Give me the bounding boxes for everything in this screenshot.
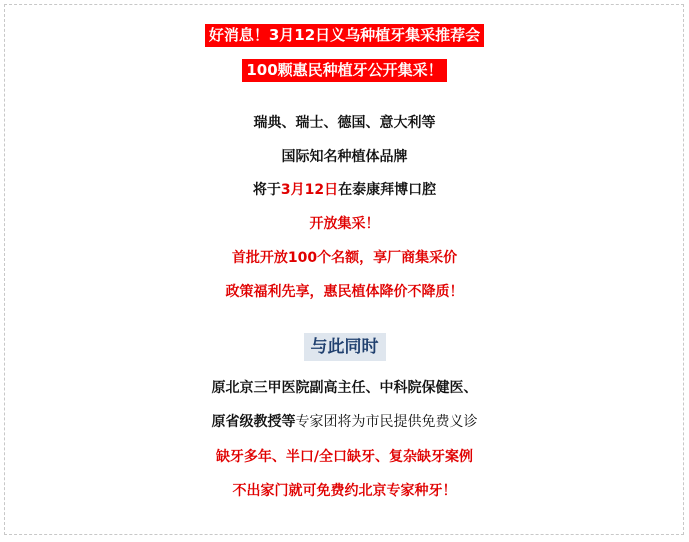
event-location: 在泰康拜博口腔 xyxy=(338,182,437,198)
policy-benefit-text: 政策福利先享，惠民植体降价不降质！ xyxy=(225,284,464,300)
event-date-line xyxy=(0,180,689,200)
headline-row-2 xyxy=(0,59,689,82)
headline-banner-2: 100颗惠民种植牙公开集采！ xyxy=(242,59,446,82)
section-heading-row xyxy=(0,333,689,361)
headline-row-1 xyxy=(0,24,689,47)
cases-text: 缺牙多年、半口/全口缺牙、复杂缺牙案例 xyxy=(215,449,474,465)
free-clinic-text: 专家团将为市民提供免费义诊 xyxy=(295,414,478,430)
professor-label: 原省级教授等 xyxy=(211,414,296,430)
quota-text: 首批开放100个名额，享厂商集采价 xyxy=(231,250,458,266)
experts-text: 原北京三甲医院副高主任、中科院保健医、 xyxy=(211,380,478,396)
brands-text: 瑞典、瑞士、德国、意大利等 xyxy=(253,115,436,131)
open-procurement-text: 开放集采！ xyxy=(309,216,380,232)
section-heading: 与此同时 xyxy=(304,333,386,361)
event-date-prefix: 将于 xyxy=(252,182,281,198)
closing-text: 不出家门就可免费约北京专家种牙！ xyxy=(232,483,457,499)
headline-banner-1: 好消息！3月12日义乌种植牙集采推荐会 xyxy=(205,24,484,47)
free-clinic-line xyxy=(0,412,689,432)
event-date: 3月12日 xyxy=(280,182,339,198)
brand-intro-text: 国际知名种植体品牌 xyxy=(281,149,408,165)
